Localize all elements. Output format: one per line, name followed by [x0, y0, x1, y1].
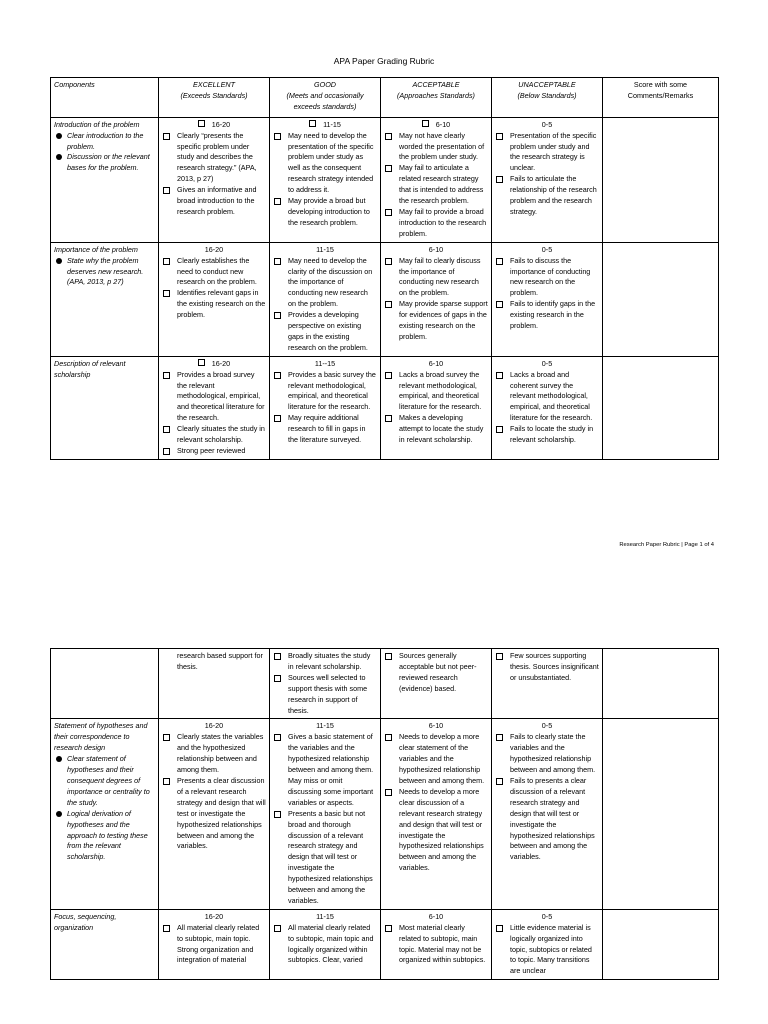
criteria-item: Clearly “presents the specific problem under study and describes the research strategy.” (APA, 2013, p 27)	[162, 131, 266, 186]
score-range	[162, 721, 266, 732]
component-bullets	[54, 131, 155, 175]
criteria-item: Needs to develop a more clear discussion of a relevant research strategy and design that will test or investigate the hypothesized relationships between and among the variables.	[384, 787, 488, 874]
score-range	[495, 120, 599, 131]
component-bullet: State why the problem deserves new research. (APA, 2013, p 27)	[54, 256, 155, 289]
unacceptable-cell	[492, 117, 603, 242]
acceptable-cell	[381, 719, 492, 909]
score-text: 6-10	[428, 358, 444, 368]
continued-text: research based support for thesis.	[177, 651, 263, 671]
score-text: 0-5	[541, 119, 553, 129]
criteria-list	[273, 256, 377, 354]
checkbox-icon	[422, 120, 429, 127]
component-bullets	[54, 754, 155, 863]
criteria-item: Sources generally acceptable but not peer-reviewed research (evidence) based.	[384, 651, 488, 695]
score-text: 11-15	[316, 911, 334, 921]
score-comment-cell	[603, 649, 719, 719]
criteria-list	[162, 256, 266, 321]
score-range	[273, 120, 377, 131]
excellent-cell	[159, 242, 270, 356]
score-range	[384, 912, 488, 923]
acceptable-cell	[381, 242, 492, 356]
criteria-list	[495, 131, 599, 218]
score-range	[384, 721, 488, 732]
criteria-list	[162, 923, 266, 967]
criteria-item: Clearly states the variables and the hypothesized relationship between and among them.	[162, 732, 266, 776]
criteria-item: Strong peer reviewed	[162, 446, 266, 457]
score-text: 16-20	[204, 721, 224, 731]
checkbox-icon	[198, 359, 205, 366]
component-title: Description of relevant scholarship	[54, 358, 126, 379]
criteria-item: Makes a developing attempt to locate the study in relevant scholarship.	[384, 413, 488, 446]
criteria-item: Provides a developing perspective on existing gaps in the existing research on the problem.	[273, 310, 377, 354]
good-cell	[270, 242, 381, 356]
criteria-item: Fails to clearly state the variables and the hypothesized relationship between and among them.	[495, 732, 599, 776]
criteria-item: Broadly situates the study in relevant scholarship.	[273, 651, 377, 673]
criteria-item: All material clearly related to subtopic, main topic and logically organized within subtopics. Clear, varied	[273, 923, 377, 967]
score-range	[384, 120, 488, 131]
excellent-cell	[159, 356, 270, 459]
score-text: 16-20	[211, 358, 231, 368]
criteria-item: All material clearly related to subtopic, main topic. Strong organization and integration of material	[162, 923, 266, 967]
criteria-item: May fail to articulate a related research strategy that is intended to address the research problem.	[384, 163, 488, 207]
page-footer: Research Paper Rubric | Page 1 of 4	[619, 542, 714, 548]
criteria-item: May fail to provide a broad introduction to the research problem.	[384, 207, 488, 240]
criteria-item: May provide sparse support for evidences of gaps in the existing research on the problem.	[384, 299, 488, 343]
unacceptable-cell	[492, 649, 603, 719]
criteria-item: Needs to develop a more clear statement of the variables and the hypothesized relationship between and among them.	[384, 732, 488, 787]
criteria-list	[384, 651, 488, 695]
score-range	[495, 912, 599, 923]
score-text: 6-10	[435, 119, 451, 129]
criteria-item: Most material clearly related to subtopic, main topic. Material may not be organized within subtopics.	[384, 923, 488, 967]
score-range	[495, 245, 599, 256]
criteria-item: Lacks a broad and coherent survey the relevant methodological, empirical, and theoretical literature for the research.	[495, 370, 599, 425]
score-text: 0-5	[541, 244, 553, 254]
criteria-list	[384, 256, 488, 343]
criteria-list	[162, 370, 266, 457]
criteria-item: Provides a broad survey the relevant methodological, empirical, and theoretical literature for the research.	[162, 370, 266, 425]
criteria-list	[495, 370, 599, 446]
criteria-item: May need to develop the presentation of the specific problem under study as well as the consequent research strategy intended to address it.	[273, 131, 377, 196]
score-comment-cell	[603, 356, 719, 459]
table-row	[51, 649, 719, 719]
page-2	[0, 560, 768, 1024]
criteria-item: May provide a broad but developing introduction to the research problem.	[273, 196, 377, 229]
score-text: 11-15	[316, 244, 334, 254]
component-bullets	[54, 256, 155, 289]
component-cell	[51, 242, 159, 356]
checkbox-icon	[198, 120, 205, 127]
criteria-list	[162, 131, 266, 218]
criteria-item: Few sources supporting thesis. Sources insignificant or unsubstantiated.	[495, 651, 599, 684]
criteria-list	[162, 732, 266, 852]
good-cell	[270, 649, 381, 719]
score-text: 16-20	[204, 911, 224, 921]
criteria-list	[495, 923, 599, 978]
criteria-list	[273, 651, 377, 716]
criteria-item: Presentation of the specific problem under study and the research strategy is unclear.	[495, 131, 599, 175]
header-unacceptable: UNACCEPTABLE (Below Standards)	[492, 78, 603, 118]
component-title: Statement of hypotheses and their correspondence to research design	[54, 721, 148, 753]
criteria-item: Little evidence material is logically organized into topic, subtopics or related to topic. Many transitions are unclear	[495, 923, 599, 978]
good-cell	[270, 117, 381, 242]
component-cell	[51, 356, 159, 459]
component-title: Importance of the problem	[54, 244, 138, 254]
component-title: Focus, sequencing, organization	[54, 911, 117, 932]
unacceptable-cell	[492, 719, 603, 909]
criteria-item: Clearly situates the study in relevant scholarship.	[162, 424, 266, 446]
component-cell	[51, 649, 159, 719]
excellent-cell	[159, 719, 270, 909]
criteria-item: Lacks a broad survey the relevant methodological, empirical, and theoretical literature for the research.	[384, 370, 488, 414]
score-comment-cell	[603, 242, 719, 356]
header-components: Components	[51, 78, 159, 118]
criteria-list	[273, 732, 377, 907]
score-range	[273, 912, 377, 923]
criteria-item: Sources well selected to support thesis with some research in support of thesis.	[273, 673, 377, 717]
criteria-item: Clearly establishes the need to conduct new research on the problem.	[162, 256, 266, 289]
score-range	[162, 245, 266, 256]
criteria-item: May need to develop the clarity of the discussion on the importance of conducting new research on the problem.	[273, 256, 377, 311]
score-range	[162, 359, 266, 370]
criteria-item: Fails to locate the study in relevant scholarship.	[495, 424, 599, 446]
unacceptable-cell	[492, 242, 603, 356]
criteria-list	[384, 923, 488, 967]
score-range	[495, 359, 599, 370]
table-row	[51, 719, 719, 909]
criteria-list	[495, 651, 599, 684]
table-row	[51, 117, 719, 242]
good-cell	[270, 719, 381, 909]
component-bullet: Clear introduction to the problem.	[54, 131, 155, 153]
component-cell	[51, 909, 159, 979]
excellent-cell	[159, 649, 270, 719]
criteria-item: May fail to clearly discuss the importance of conducting new research on the problem.	[384, 256, 488, 300]
header-excellent: EXCELLENT (Exceeds Standards)	[159, 78, 270, 118]
score-text: 0-5	[541, 911, 553, 921]
criteria-list	[384, 732, 488, 874]
header-score: Score with some Comments/Remarks	[603, 78, 719, 118]
acceptable-cell	[381, 649, 492, 719]
criteria-list	[384, 370, 488, 446]
table-row	[51, 909, 719, 979]
criteria-item: Gives an informative and broad introduction to the research problem.	[162, 185, 266, 218]
criteria-item: Fails to presents a clear discussion of a relevant research strategy and design that will test or investigate the hypothesized relationships between and among the variables.	[495, 776, 599, 863]
component-cell	[51, 117, 159, 242]
checkbox-icon	[309, 120, 316, 127]
rubric-table-page-2	[50, 648, 719, 980]
score-text: 6-10	[428, 244, 444, 254]
score-range	[162, 912, 266, 923]
criteria-item: May require additional research to fill in gaps in the literature surveyed.	[273, 413, 377, 446]
component-bullet: Logical derivation of hypotheses and the approach to testing these from the relevant scholarship.	[54, 809, 155, 864]
component-cell	[51, 719, 159, 909]
score-range	[384, 359, 488, 370]
score-comment-cell	[603, 719, 719, 909]
score-range	[273, 721, 377, 732]
score-text: 11-15	[316, 721, 334, 731]
criteria-list	[273, 923, 377, 967]
acceptable-cell	[381, 117, 492, 242]
document-title: APA Paper Grading Rubric	[333, 56, 435, 66]
criteria-list	[273, 131, 377, 229]
criteria-item: Fails to articulate the relationship of the research problem and the research strategy.	[495, 174, 599, 218]
unacceptable-cell	[492, 356, 603, 459]
component-bullet: Discussion or the relevant bases for the problem.	[54, 152, 155, 174]
table-row	[51, 356, 719, 459]
score-comment-cell	[603, 909, 719, 979]
criteria-item: Gives a basic statement of the variables and the hypothesized relationship between and among them. May miss or omit discussing some important variables or aspects.	[273, 732, 377, 808]
score-text: 16-20	[204, 244, 224, 254]
score-text: 0-5	[541, 721, 553, 731]
score-comment-cell	[603, 117, 719, 242]
score-text: 6-10	[428, 721, 444, 731]
criteria-item: May not have clearly worded the presentation of the problem under study.	[384, 131, 488, 164]
score-range	[273, 359, 377, 370]
good-cell	[270, 356, 381, 459]
header-row	[51, 78, 719, 118]
acceptable-cell	[381, 356, 492, 459]
component-title: Introduction of the problem	[54, 119, 140, 129]
score-text: 16-20	[211, 119, 231, 129]
criteria-item: Presents a basic but not broad and thorough discussion of a relevant research strategy and design that will test or investigate the hypothesized relationships between and among the variables.	[273, 809, 377, 907]
criteria-item: Fails to discuss the importance of conducting new research on the problem.	[495, 256, 599, 300]
score-range	[495, 721, 599, 732]
score-range	[384, 245, 488, 256]
score-range	[162, 120, 266, 131]
table-row	[51, 242, 719, 356]
criteria-list	[495, 256, 599, 332]
criteria-item: Provides a basic survey the relevant methodological, empirical, and theoretical literature for the research.	[273, 370, 377, 414]
criteria-list	[273, 370, 377, 446]
excellent-cell	[159, 909, 270, 979]
rubric-table-page-1	[50, 77, 719, 460]
header-acceptable: ACCEPTABLE (Approaches Standards)	[381, 78, 492, 118]
unacceptable-cell	[492, 909, 603, 979]
score-text: 6-10	[428, 911, 444, 921]
acceptable-cell	[381, 909, 492, 979]
criteria-item: Presents a clear discussion of a relevant research strategy and design that will test or investigate the hypothesized relationships between and among the variables.	[162, 776, 266, 852]
score-range	[273, 245, 377, 256]
score-text: 0-5	[541, 358, 553, 368]
excellent-cell	[159, 117, 270, 242]
score-text: 11-15	[323, 119, 341, 129]
good-cell	[270, 909, 381, 979]
criteria-list	[495, 732, 599, 863]
criteria-item: Fails to identify gaps in the existing research in the problem.	[495, 299, 599, 332]
score-text: 11--15	[314, 358, 336, 368]
criteria-item: Identifies relevant gaps in the existing research on the problem.	[162, 288, 266, 321]
header-good: GOOD (Meets and occasionally exceeds standards)	[270, 78, 381, 118]
criteria-list	[384, 131, 488, 240]
component-bullet: Clear statement of hypotheses and their consequent degrees of importance or centrality to the study.	[54, 754, 155, 809]
